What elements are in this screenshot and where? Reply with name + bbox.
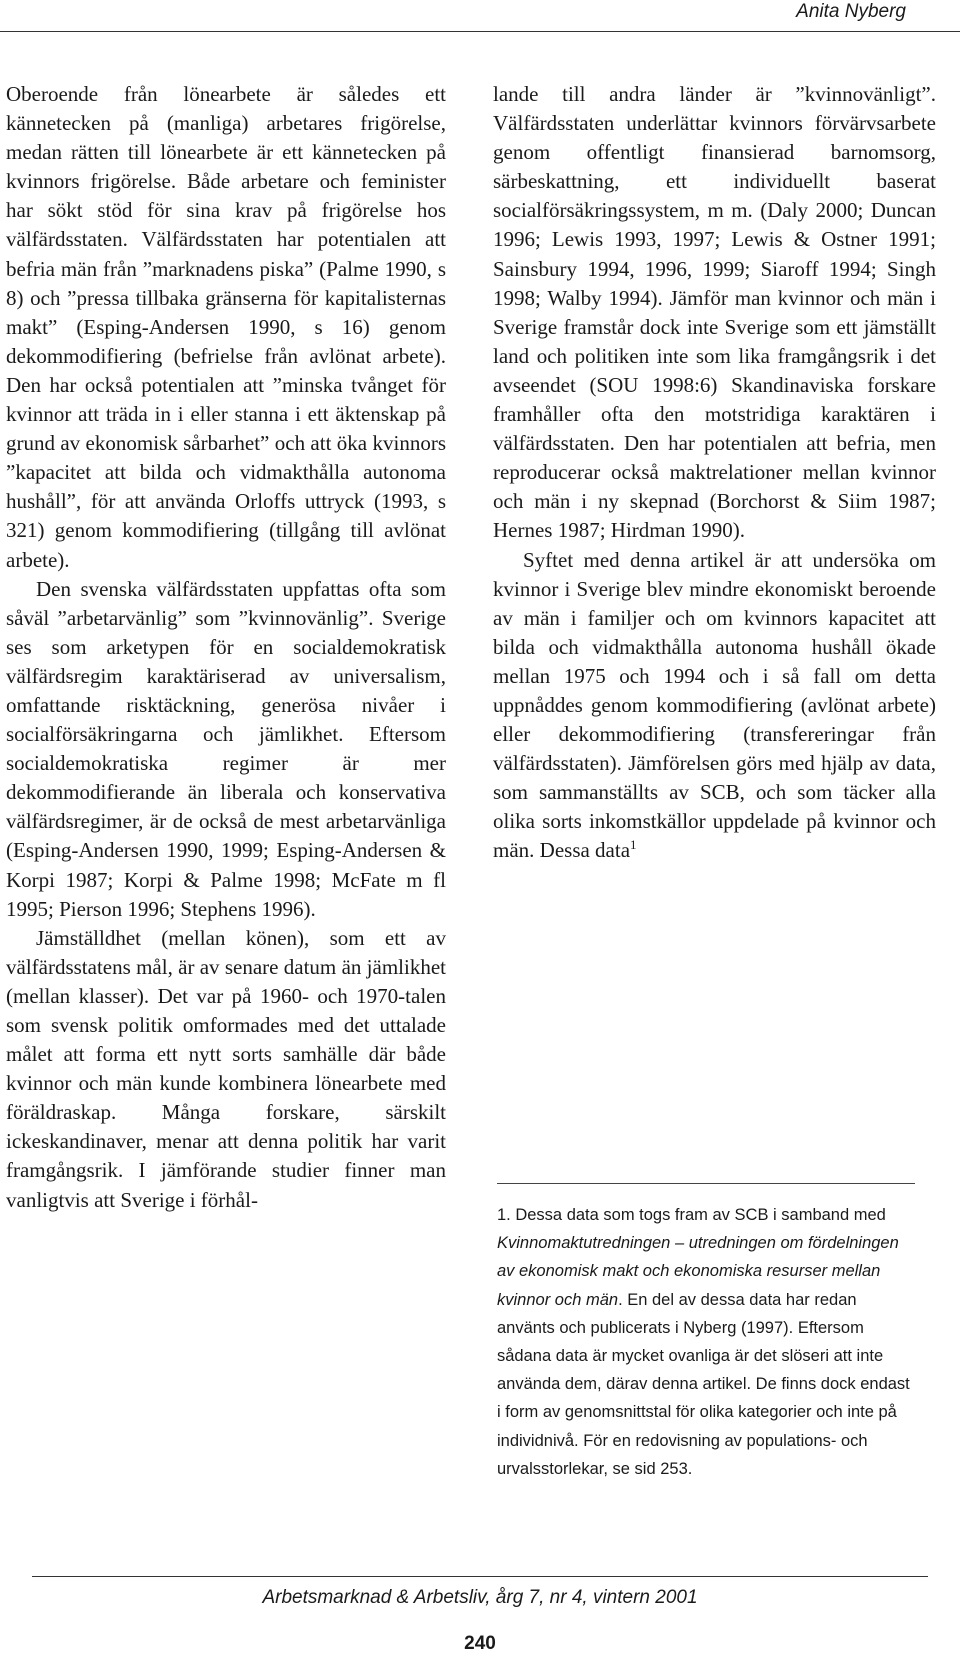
- footnote-text-continued: . En del av dessa data har redan använts och publicerats i Nyberg (1997). Eftersom sådana data är mycket ovanliga är det slöseri att inte använda dem, därav denna artikel. De finns dock endast i form av genomsnittstal för olika kategorier och inte på individnivå. För en redovisning av populations- och urvalsstorlekar, se sid 253.: [497, 1290, 910, 1478]
- running-head: Anita Nyberg: [796, 1, 906, 22]
- right-column: [493, 80, 936, 866]
- paragraph: lande till andra länder är ”kvinnovänligt”. Välfärdsstaten underlättar kvinnors förvärvsarbete genom offentligt finansierad barnomsorg, särbeskattning, ett individuellt baserat socialförsäkringssystem, m m. (Daly 2000; Duncan 1996; Lewis 1993, 1997; Lewis & Ostner 1991; Sainsbury 1994, 1996, 1999; Siaroff 1994; Singh 1998; Walby 1994). Jämför man kvinnor och män i Sverige framstår dock inte Sverige som ett jämställt land och politiken inte som lika framgångsrik i det avseendet (SOU 1998:6) Skandinaviska forskare framhåller ofta den motstridiga karaktären i välfärdsstaten. Den har potentialen att befria, men reproducerar också maktrelationer mellan kvinnor och män i ny skepnad (Borchorst & Siim 1987; Hernes 1987; Hirdman 1990).: [493, 82, 936, 543]
- footnote-text: 1. Dessa data som togs fram av SCB i samband med: [497, 1206, 886, 1224]
- paragraph-text: Syftet med denna artikel är att undersöka om kvinnor i Sverige blev mindre ekonomiskt beroende av män i familjer och om kvinnors kapacitet att bilda och vidmakthålla autonoma hushåll ökade mellan 1975 och 1994 och i så fall om detta uppnåddes genom kommodifiering (avlönat arbete) eller dekommodifiering (transfereringar från välfärdsstaten). Jämförelsen görs med hjälp av data, som sammanställts av SCB, och som täcker alla olika sorts inkomstkällor uppdelade på kvinnor och män. Dessa data: [493, 547, 936, 863]
- footnote: [497, 1201, 915, 1483]
- footnote-italic-title: Kvinnomaktutredningen – utredningen om fördelningen av ekonomisk makt och ekonomiska resurser mellan kvinnor och män: [497, 1234, 899, 1309]
- footer-rule: [32, 1576, 928, 1577]
- footnote-reference[interactable]: 1: [630, 837, 637, 853]
- header-rule: [0, 31, 960, 32]
- paragraph: [493, 546, 936, 866]
- page-number: 240: [464, 1633, 496, 1654]
- paragraph: Jämställdhet (mellan könen), som ett av välfärdsstatens mål, är av senare datum än jämlikhet (mellan klasser). Det var på 1960- och 1970-talen som svensk politik omformades med det uttalade målet att forma ett nytt sorts samhälle där både kvinnor och män kunde kombinera lönearbete med föräldraskap. Många forskare, särskilt ickeskandinaver, menar att denna politik har varit framgångsrik. I jämförande studier finner man vanligtvis att Sverige i förhål-: [6, 925, 446, 1212]
- footnote-rule: [497, 1183, 915, 1184]
- journal-citation: Arbetsmarknad & Arbetsliv, årg 7, nr 4, vintern 2001: [262, 1587, 698, 1608]
- paragraph: Oberoende från lönearbete är således ett kännetecken på (manliga) arbetares frigörelse, medan rätten till lönearbete är ett kännetecken på kvinnors frigörelse. Både arbetare och feminister har sökt stöd för sina krav på frigörelse hos välfärdsstaten. Välfärdsstaten har potentialen att befria män från ”marknadens piska” (Palme 1990, s 8) och ”pressa tillbaka gränserna för kapitalisternas makt” (Esping-Andersen 1990, s 16) genom dekommodifiering (befrielse från avlönat arbete). Den har också potentialen att ”minska tvånget för kvinnor att träda in i eller stanna i ett äktenskap på grund av ekonomisk sårbarhet” och att öka kvinnors ”kapacitet att bilda och vidmakthålla autonoma hushåll”, för att använda Orloffs uttryck (1993, s 321) genom kommodifiering (tillgång till avlönat arbete).: [6, 82, 446, 572]
- left-column: [6, 80, 446, 1215]
- paragraph: Den svenska välfärdsstaten uppfattas ofta som såväl ”arbetarvänlig” som ”kvinnovänlig”. Sverige ses som arketypen för en socialdemokratisk välfärdsregim karaktäriserad av universalism, omfattande risktäckning, generösa nivåer i socialförsäkringarna och jämlikhet. Eftersom socialdemokratiska regimer är mer dekommodifierande än liberala och konservativa välfärdsregimer, är de också de mest arbetarvänliga (Esping-Andersen 1990, 1999; Esping-Andersen & Korpi 1987; Korpi & Palme 1998; McFate m fl 1995; Pierson 1996; Stephens 1996).: [6, 576, 446, 921]
